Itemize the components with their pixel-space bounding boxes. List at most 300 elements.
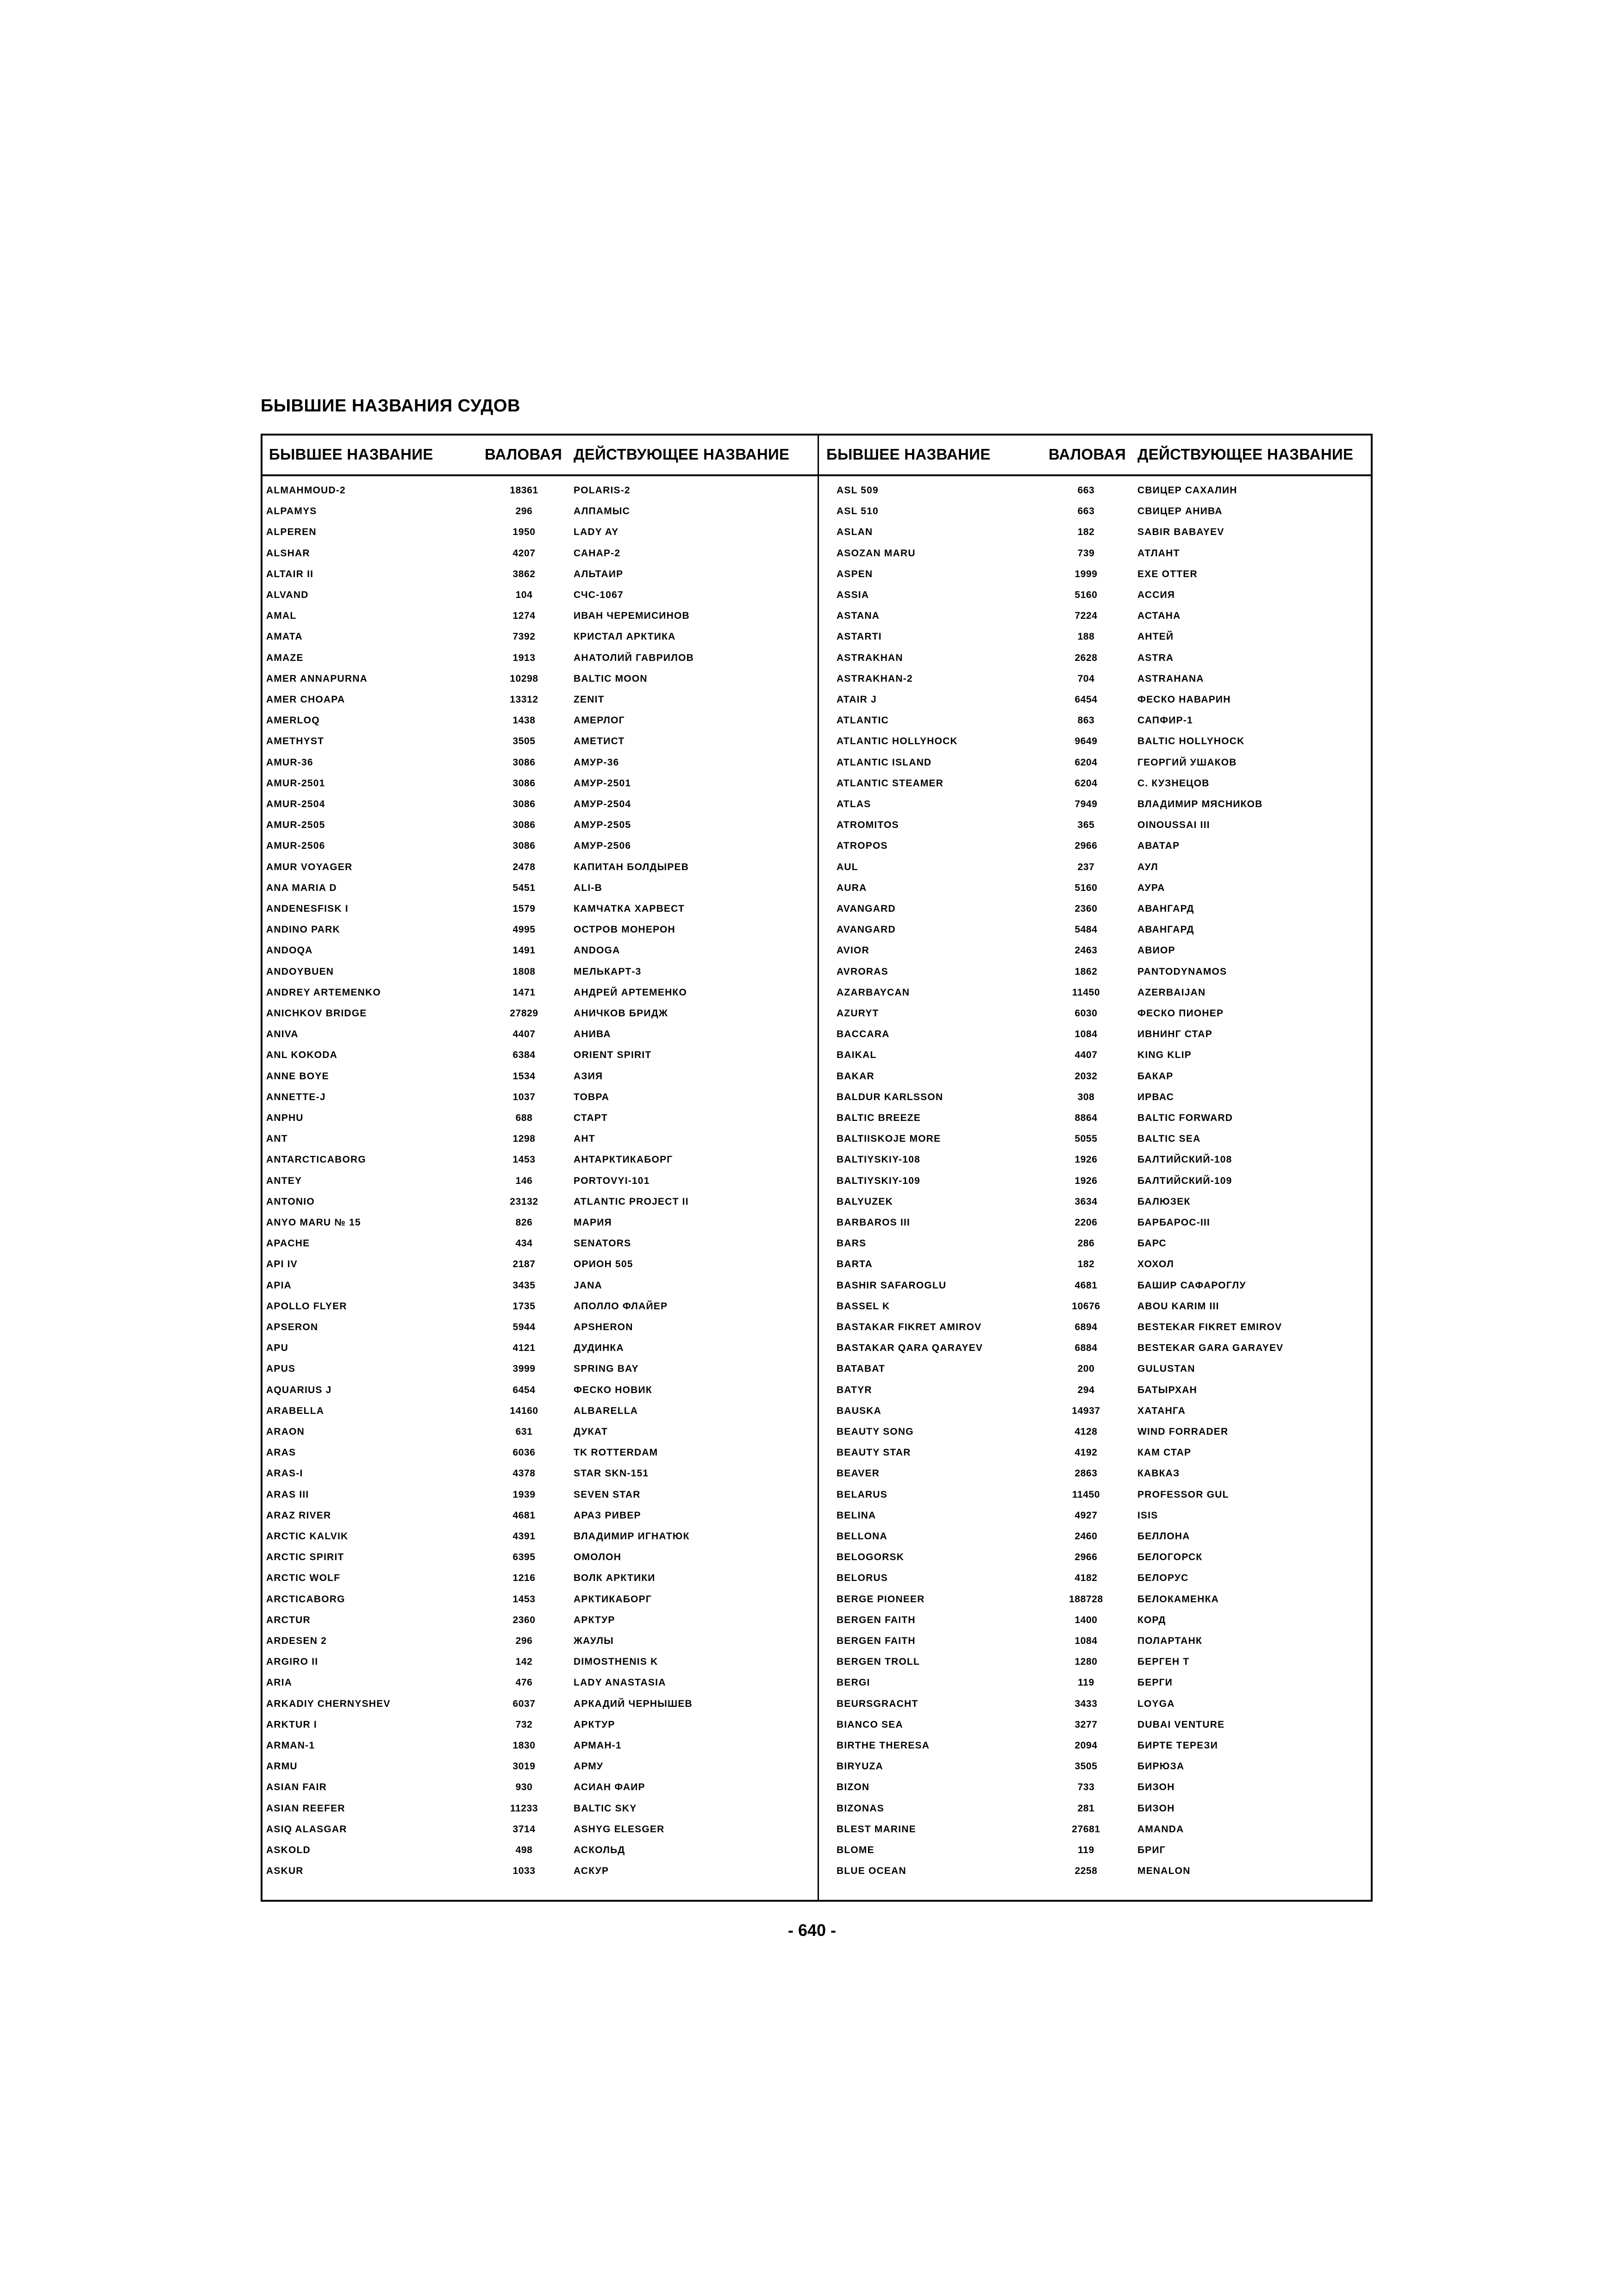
table-row <box>820 1484 1373 1505</box>
former-name-cell: ASL 509 <box>837 485 879 496</box>
tonnage-cell: 2628 <box>1074 652 1098 663</box>
tonnage-cell: 732 <box>515 1719 533 1730</box>
tonnage-cell: 3999 <box>512 1363 536 1375</box>
former-name-cell: BAUSKA <box>837 1405 882 1416</box>
current-name-cell: АМУР-36 <box>574 757 619 768</box>
tonnage-cell: 1862 <box>1074 966 1098 977</box>
former-name-cell: ARCTIC KALVIK <box>266 1531 349 1542</box>
tonnage-cell: 6454 <box>512 1384 536 1395</box>
table-row <box>820 1756 1373 1777</box>
current-name-cell: KING KLIP <box>1137 1050 1192 1061</box>
former-name-cell: BASSEL K <box>837 1300 890 1312</box>
current-name-cell: АВАНГАРД <box>1137 903 1194 914</box>
former-name-cell: ATLANTIC <box>837 715 889 726</box>
tonnage-cell: 3714 <box>512 1823 536 1835</box>
current-name-cell: ORIENT SPIRIT <box>574 1050 652 1061</box>
former-name-cell: ALTAIR II <box>266 568 314 579</box>
header-current-name: ДЕЙСТВУЮЩЕЕ НАЗВАНИЕ <box>574 446 790 463</box>
former-name-cell: ARKTUR I <box>266 1719 317 1730</box>
table-row <box>820 982 1373 1003</box>
header-former-name: БЫВШЕЕ НАЗВАНИЕ <box>269 446 433 463</box>
current-name-cell: SENATORS <box>574 1238 631 1249</box>
current-name-cell: ТОВРА <box>574 1091 610 1102</box>
tonnage-cell: 1216 <box>512 1573 536 1584</box>
current-name-cell: POLARIS-2 <box>574 485 631 496</box>
tonnage-cell: 3019 <box>512 1761 536 1772</box>
former-name-cell: BERGEN TROLL <box>837 1656 920 1668</box>
tonnage-cell: 142 <box>515 1656 533 1668</box>
former-name-cell: ARMU <box>266 1761 298 1772</box>
table-row <box>262 1400 816 1421</box>
current-name-cell: EXE OTTER <box>1137 568 1198 579</box>
tonnage-cell: 23132 <box>510 1196 538 1207</box>
table-row <box>820 1066 1373 1087</box>
former-name-cell: BEAUTY SONG <box>837 1426 914 1437</box>
tonnage-cell: 308 <box>1077 1091 1095 1102</box>
former-name-cell: APOLLO FLYER <box>266 1300 347 1312</box>
table-row <box>262 1630 816 1651</box>
former-name-cell: ANA MARIA D <box>266 882 337 893</box>
current-name-cell: AZERBAIJAN <box>1137 987 1206 998</box>
tonnage-cell: 3634 <box>1074 1196 1098 1207</box>
current-name-cell: ПОЛАРТАНК <box>1137 1636 1202 1646</box>
table-row <box>820 1045 1373 1065</box>
tonnage-cell: 863 <box>1077 715 1095 726</box>
current-name-cell: ВЛАДИМИР ИГНАТЮК <box>574 1531 690 1542</box>
table-row <box>820 1568 1373 1588</box>
former-name-cell: ANDREY ARTEMENKO <box>266 987 381 998</box>
current-name-cell: ФЕСКО ПИОНЕР <box>1137 1008 1224 1019</box>
current-name-cell: БИЗОН <box>1137 1782 1175 1793</box>
tonnage-cell: 7224 <box>1074 610 1098 622</box>
table-row <box>820 1505 1373 1526</box>
tonnage-cell: 3433 <box>1074 1698 1098 1709</box>
former-name-cell: ASTRAKHAN-2 <box>837 673 913 684</box>
former-name-cell: ASIAN FAIR <box>266 1782 327 1793</box>
table-row <box>262 1128 816 1149</box>
current-name-cell: КАВКАЗ <box>1137 1468 1180 1479</box>
table-row <box>262 752 816 773</box>
tonnage-cell: 5484 <box>1074 924 1098 935</box>
table-row <box>262 564 816 585</box>
former-name-cell: ANTEY <box>266 1175 302 1186</box>
tonnage-cell: 3086 <box>512 757 536 768</box>
tonnage-cell: 2966 <box>1074 1552 1098 1563</box>
former-name-cell: BALTIISKOJE MORE <box>837 1133 941 1145</box>
table-row <box>262 1421 816 1442</box>
former-name-cell: ASKOLD <box>266 1845 311 1855</box>
tonnage-cell: 286 <box>1077 1238 1095 1249</box>
table-row <box>820 480 1373 501</box>
tonnage-cell: 6894 <box>1074 1322 1098 1332</box>
table-row <box>820 1589 1373 1610</box>
tonnage-cell: 4378 <box>512 1468 536 1479</box>
current-name-cell: ХАТАНГА <box>1137 1405 1186 1416</box>
former-name-cell: BERGEN FAITH <box>837 1636 916 1646</box>
former-name-cell: AMER CHOAPA <box>266 694 345 705</box>
table-row <box>820 1024 1373 1045</box>
table-row <box>262 1358 816 1379</box>
table-row <box>820 1651 1373 1672</box>
former-name-cell: ARAS III <box>266 1489 309 1500</box>
former-name-cell: BALTIC BREEZE <box>837 1113 921 1123</box>
tonnage-cell: 434 <box>515 1238 533 1249</box>
former-name-cell: BIZON <box>837 1782 870 1793</box>
current-name-cell: PANTODYNAMOS <box>1137 966 1227 977</box>
former-name-cell: AMUR-2506 <box>266 840 325 852</box>
tonnage-cell: 1830 <box>512 1740 536 1751</box>
former-name-cell: AVANGARD <box>837 903 896 914</box>
former-name-cell: AMUR-36 <box>266 757 313 768</box>
tonnage-cell: 1491 <box>512 945 536 956</box>
former-name-cell: ARAS <box>266 1447 296 1458</box>
table-row <box>820 1003 1373 1024</box>
table-row <box>262 1526 816 1547</box>
tonnage-cell: 18361 <box>510 485 538 496</box>
former-name-cell: AMETHYST <box>266 736 325 747</box>
tonnage-cell: 188728 <box>1069 1593 1103 1605</box>
former-name-cell: BERGI <box>837 1677 870 1688</box>
tonnage-cell: 11450 <box>1072 1489 1100 1500</box>
current-name-cell: DUBAI VENTURE <box>1137 1719 1225 1730</box>
table-row <box>262 1714 816 1735</box>
current-name-cell: СВИЦЕР САХАЛИН <box>1137 485 1237 496</box>
table-row <box>262 1589 816 1610</box>
tonnage-cell: 27681 <box>1072 1823 1100 1835</box>
current-name-cell: BALTIC SKY <box>574 1803 637 1814</box>
current-name-cell: ANDOGA <box>574 945 620 956</box>
current-name-cell: OINOUSSAI III <box>1137 820 1210 831</box>
current-name-cell: АНТАРКТИКАБОРГ <box>574 1154 673 1165</box>
tonnage-cell: 4681 <box>512 1510 536 1521</box>
current-name-cell: КАМ СТАР <box>1137 1447 1192 1458</box>
table-row <box>820 1860 1373 1881</box>
tonnage-cell: 9649 <box>1074 736 1098 747</box>
current-name-cell: ISIS <box>1137 1510 1158 1521</box>
current-name-cell: АТЛАНТ <box>1137 548 1180 559</box>
former-name-cell: ANTONIO <box>266 1196 315 1207</box>
table-row <box>262 1108 816 1128</box>
table-row <box>262 794 816 815</box>
current-name-cell: ДУКАТ <box>574 1426 608 1437</box>
tonnage-cell: 2206 <box>1074 1217 1098 1228</box>
table-row <box>262 1338 816 1358</box>
current-name-cell: АМУР-2501 <box>574 778 631 789</box>
current-name-cell: АНТЕЙ <box>1137 631 1174 642</box>
former-name-cell: BAKAR <box>837 1070 874 1082</box>
former-name-cell: ARCTICABORG <box>266 1593 345 1605</box>
table-row <box>262 1484 816 1505</box>
table-row <box>262 1505 816 1526</box>
former-name-cell: ANDINO PARK <box>266 924 340 935</box>
tonnage-cell: 688 <box>515 1113 533 1123</box>
tonnage-cell: 498 <box>515 1845 533 1855</box>
former-name-cell: APSERON <box>266 1322 319 1332</box>
table-row <box>820 1170 1373 1191</box>
table-row <box>820 919 1373 940</box>
current-name-cell: АМУР-2505 <box>574 820 631 831</box>
table-row <box>262 1003 816 1024</box>
former-name-cell: ARAZ RIVER <box>266 1510 331 1521</box>
current-name-cell: АНТ <box>574 1133 595 1145</box>
tonnage-cell: 6884 <box>1074 1343 1098 1354</box>
tonnage-cell: 1471 <box>512 987 536 998</box>
former-name-cell: BAIKAL <box>837 1050 877 1061</box>
table-row <box>820 1777 1373 1798</box>
current-name-cell: АМЕТИСТ <box>574 736 625 747</box>
tonnage-cell: 3862 <box>512 568 536 579</box>
tonnage-cell: 4681 <box>1074 1280 1098 1291</box>
former-name-cell: ATROMITOS <box>837 820 899 831</box>
former-name-cell: BATYR <box>837 1384 872 1395</box>
table-row <box>820 835 1373 856</box>
current-name-cell: БАТЫРХАН <box>1137 1384 1197 1395</box>
table-row <box>820 689 1373 710</box>
tonnage-cell: 365 <box>1077 820 1095 831</box>
current-name-cell: КАМЧАТКА ХАРВЕСТ <box>574 903 685 914</box>
tonnage-cell: 3505 <box>512 736 536 747</box>
table-row <box>820 1338 1373 1358</box>
former-name-cell: BELLONA <box>837 1531 887 1542</box>
table-row <box>262 1819 816 1840</box>
table-row <box>820 1526 1373 1547</box>
current-name-cell: АЗИЯ <box>574 1070 603 1082</box>
table-row <box>820 501 1373 522</box>
current-name-cell: БИЗОН <box>1137 1803 1175 1814</box>
table-row <box>820 543 1373 564</box>
ship-names-table <box>261 434 1373 1902</box>
current-name-cell: BALTIC HOLLYHOCK <box>1137 736 1245 747</box>
current-name-cell: ASHYG ELESGER <box>574 1823 665 1835</box>
tonnage-cell: 14160 <box>510 1405 538 1416</box>
table-row <box>262 1296 816 1317</box>
current-name-cell: ФЕСКО НАВАРИН <box>1137 694 1231 705</box>
table-row <box>820 522 1373 542</box>
tonnage-cell: 4391 <box>512 1531 536 1542</box>
current-name-cell: ФЕСКО НОВИК <box>574 1384 652 1395</box>
table-row <box>820 877 1373 898</box>
tonnage-cell: 1298 <box>512 1133 536 1145</box>
former-name-cell: BALTIYSKIY-108 <box>837 1154 920 1165</box>
table-row <box>820 1693 1373 1714</box>
table-row <box>820 585 1373 605</box>
tonnage-cell: 3086 <box>512 799 536 809</box>
current-name-cell: TK ROTTERDAM <box>574 1447 658 1458</box>
former-name-cell: AVANGARD <box>837 924 896 935</box>
tonnage-cell: 4121 <box>512 1343 536 1354</box>
former-name-cell: BALYUZEK <box>837 1196 893 1207</box>
table-row <box>820 710 1373 731</box>
current-name-cell: АРКТУР <box>574 1614 615 1625</box>
tonnage-cell: 1084 <box>1074 1029 1098 1040</box>
tonnage-cell: 296 <box>515 506 533 517</box>
current-name-cell: ОМОЛОН <box>574 1552 622 1563</box>
former-name-cell: BLOME <box>837 1845 874 1855</box>
table-row <box>820 1547 1373 1568</box>
current-name-cell: АРМАН-1 <box>574 1740 622 1751</box>
table-row <box>820 940 1373 961</box>
table-row <box>820 605 1373 626</box>
table-row <box>262 1610 816 1630</box>
table-row <box>820 1610 1373 1630</box>
former-name-cell: ANDOYBUEN <box>266 966 334 977</box>
table-row <box>820 1714 1373 1735</box>
former-name-cell: ALVAND <box>266 590 309 600</box>
tonnage-cell: 11233 <box>510 1803 538 1814</box>
former-name-cell: ANNETTE-J <box>266 1091 326 1102</box>
tonnage-cell: 296 <box>515 1636 533 1646</box>
table-row <box>262 1191 816 1212</box>
tonnage-cell: 476 <box>515 1677 533 1688</box>
current-name-cell: ХОХОЛ <box>1137 1259 1174 1270</box>
table-row <box>820 1672 1373 1693</box>
table-row <box>262 1170 816 1191</box>
header-tonnage: ВАЛОВАЯ <box>1049 446 1126 463</box>
current-name-cell: АМУР-2504 <box>574 799 631 809</box>
former-name-cell: AURA <box>837 882 867 893</box>
current-name-cell: ВОЛК АРКТИКИ <box>574 1573 656 1584</box>
current-name-cell: BESTEKAR FIKRET EMIROV <box>1137 1322 1282 1332</box>
tonnage-cell: 1999 <box>1074 568 1098 579</box>
current-name-cell: АРКТИКАБОРГ <box>574 1593 652 1605</box>
former-name-cell: ANICHKOV BRIDGE <box>266 1008 367 1019</box>
former-name-cell: APACHE <box>266 1238 310 1249</box>
table-row <box>820 1191 1373 1212</box>
table-row <box>820 752 1373 773</box>
current-name-cell: КРИСТАЛ АРКТИКА <box>574 631 676 642</box>
tonnage-cell: 6204 <box>1074 757 1098 768</box>
tonnage-cell: 1950 <box>512 527 536 538</box>
former-name-cell: BATABAT <box>837 1363 886 1375</box>
table-row <box>262 689 816 710</box>
current-name-cell: LOYGA <box>1137 1698 1175 1709</box>
tonnage-cell: 1453 <box>512 1593 536 1605</box>
former-name-cell: ASL 510 <box>837 506 879 517</box>
table-row <box>820 1358 1373 1379</box>
current-name-cell: АНИВА <box>574 1029 611 1040</box>
current-name-cell: JANA <box>574 1280 602 1291</box>
tonnage-cell: 3505 <box>1074 1761 1098 1772</box>
former-name-cell: ASOZAN MARU <box>837 548 916 559</box>
current-name-cell: ZENIT <box>574 694 605 705</box>
current-name-cell: АСКОЛЬД <box>574 1845 625 1855</box>
current-name-cell: ВЛАДИМИР МЯСНИКОВ <box>1137 799 1263 809</box>
former-name-cell: BACCARA <box>837 1029 890 1040</box>
former-name-cell: AMER ANNAPURNA <box>266 673 368 684</box>
former-name-cell: ARAS-I <box>266 1468 303 1479</box>
tonnage-cell: 2094 <box>1074 1740 1098 1751</box>
former-name-cell: AUL <box>837 861 858 872</box>
current-name-cell: БАЛТИЙСКИЙ-109 <box>1137 1175 1232 1186</box>
current-name-cell: САПФИР-1 <box>1137 715 1193 726</box>
former-name-cell: ARCTUR <box>266 1614 311 1625</box>
tonnage-cell: 2360 <box>512 1614 536 1625</box>
current-name-cell: МЕЛЬКАРТ-3 <box>574 966 642 977</box>
former-name-cell: AZARBAYCAN <box>837 987 910 998</box>
tonnage-cell: 13312 <box>510 694 538 705</box>
table-row <box>262 731 816 752</box>
former-name-cell: ASTANA <box>837 610 880 622</box>
tonnage-cell: 3086 <box>512 778 536 789</box>
table-row <box>820 1296 1373 1317</box>
table-row <box>820 1108 1373 1128</box>
table-row <box>262 815 816 835</box>
current-name-cell: ИРВАС <box>1137 1091 1174 1102</box>
former-name-cell: ASSIA <box>837 590 869 600</box>
tonnage-cell: 4182 <box>1074 1573 1098 1584</box>
former-name-cell: BASTAKAR QARA QARAYEV <box>837 1343 983 1354</box>
former-name-cell: ARCTIC WOLF <box>266 1573 341 1584</box>
tonnage-cell: 2360 <box>1074 903 1098 914</box>
current-name-cell: СЧС-1067 <box>574 590 624 600</box>
current-name-cell: БЕЛЛОНА <box>1137 1531 1190 1542</box>
former-name-cell: BELOGORSK <box>837 1552 905 1563</box>
table-row <box>820 1840 1373 1860</box>
table-row <box>820 1149 1373 1170</box>
former-name-cell: AZURYT <box>837 1008 879 1019</box>
table-row <box>820 1233 1373 1254</box>
former-name-cell: BERGE PIONEER <box>837 1593 925 1605</box>
former-name-cell: BALDUR KARLSSON <box>837 1091 943 1102</box>
tonnage-cell: 5055 <box>1074 1133 1098 1145</box>
table-row <box>262 1756 816 1777</box>
current-name-cell: АВИОР <box>1137 945 1175 956</box>
current-name-cell: ALI-B <box>574 882 602 893</box>
tonnage-cell: 3435 <box>512 1280 536 1291</box>
tonnage-cell: 6036 <box>512 1447 536 1458</box>
header-tonnage: ВАЛОВАЯ <box>485 446 562 463</box>
table-row <box>262 543 816 564</box>
table-row <box>262 1275 816 1296</box>
table-row <box>820 1317 1373 1338</box>
former-name-cell: ANT <box>266 1133 288 1145</box>
former-name-cell: ASKUR <box>266 1866 304 1877</box>
former-name-cell: ASPEN <box>837 568 873 579</box>
tonnage-cell: 1438 <box>512 715 536 726</box>
former-name-cell: AMAL <box>266 610 297 622</box>
table-row <box>262 1651 816 1672</box>
table-row <box>820 1212 1373 1233</box>
table-row <box>262 898 816 919</box>
former-name-cell: ALPAMYS <box>266 506 317 517</box>
table-row <box>820 1819 1373 1840</box>
current-name-cell: АНДРЕЙ АРТЕМЕНКО <box>574 987 687 998</box>
tonnage-cell: 2463 <box>1074 945 1098 956</box>
former-name-cell: ANNE BOYE <box>266 1070 329 1082</box>
table-row <box>262 626 816 647</box>
tonnage-cell: 1913 <box>512 652 536 663</box>
tonnage-cell: 7392 <box>512 631 536 642</box>
table-row <box>820 1275 1373 1296</box>
tonnage-cell: 826 <box>515 1217 533 1228</box>
current-name-cell: БАРБАРОС-III <box>1137 1217 1211 1228</box>
former-name-cell: ANIVA <box>266 1029 299 1040</box>
tonnage-cell: 6384 <box>512 1050 536 1061</box>
tonnage-cell: 1400 <box>1074 1614 1098 1625</box>
former-name-cell: ASTARTI <box>837 631 882 642</box>
table-row <box>262 1735 816 1756</box>
current-name-cell: АСИАН ФАИР <box>574 1782 645 1793</box>
current-name-cell: АССИЯ <box>1137 590 1175 600</box>
table-row <box>262 1798 816 1819</box>
former-name-cell: AVIOR <box>837 945 869 956</box>
table-row <box>262 480 816 501</box>
current-name-cell: DIMOSTHENIS K <box>574 1656 658 1668</box>
tonnage-cell: 6204 <box>1074 778 1098 789</box>
tonnage-cell: 5160 <box>1074 882 1098 893</box>
table-row <box>262 835 816 856</box>
tonnage-cell: 146 <box>515 1175 533 1186</box>
